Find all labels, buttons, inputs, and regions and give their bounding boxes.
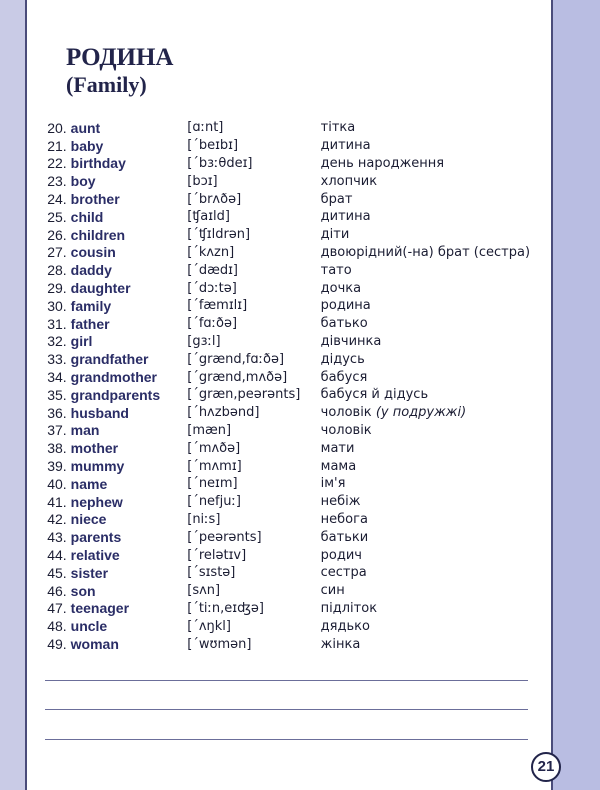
translation-cell: [321, 459, 538, 474]
entry-number: 37.: [47, 422, 67, 439]
ukrainian-translation: дядько: [320, 618, 370, 634]
translation-cell: [321, 209, 538, 224]
vocab-row: [38, 386, 538, 404]
vocabulary-list: [38, 119, 538, 653]
transcription: [ˊbeɪbɪ]: [187, 138, 239, 154]
english-word: father: [70, 315, 110, 332]
ukrainian-translation: день народження: [320, 155, 445, 171]
translation-cell: [321, 316, 538, 331]
translation-cell: [321, 583, 538, 598]
vocab-row: [38, 208, 538, 226]
transcription: [ˊfɑːðə]: [187, 316, 238, 332]
translation-cell: [321, 494, 538, 509]
vocab-row: [38, 511, 538, 529]
entry-number: 43.: [47, 529, 67, 546]
writing-line: [45, 680, 528, 681]
ukrainian-translation: родина: [320, 298, 371, 314]
translation-cell: [321, 120, 538, 135]
transcription: [gɜːl]: [187, 333, 221, 349]
english-word: relative: [70, 547, 120, 564]
english-word: baby: [70, 137, 104, 154]
vocab-row: [38, 422, 538, 440]
entry-number: 28.: [47, 262, 67, 279]
ukrainian-translation: дочка: [320, 280, 362, 296]
english-word: niece: [70, 511, 107, 528]
ukrainian-translation: тітка: [320, 120, 356, 136]
transcription: [ˊʧɪldrən]: [187, 227, 251, 243]
translation-cell: [321, 174, 538, 189]
vocab-row: [38, 582, 538, 600]
transcription: [ˊgrænd,mʌðə]: [187, 369, 288, 385]
ukrainian-translation: підліток: [320, 600, 378, 616]
english-word: brother: [70, 191, 120, 208]
transcription: [ˊmʌðə]: [187, 440, 241, 456]
vocab-row: [38, 617, 538, 635]
entry-number: 24.: [47, 191, 67, 208]
ukrainian-translation: ім'я: [320, 476, 346, 492]
vocab-row: [38, 155, 538, 173]
vocab-row: [38, 457, 538, 475]
entry-number: 33.: [47, 351, 67, 368]
entry-number: 38.: [47, 440, 67, 457]
ukrainian-translation: мати: [320, 440, 355, 456]
transcription: [ˊneɪm]: [187, 476, 238, 492]
ukrainian-translation: небіж: [320, 494, 361, 510]
english-word: name: [70, 475, 108, 492]
ukrainian-translation: чоловік: [320, 405, 372, 421]
translation-cell: [321, 227, 538, 242]
ukrainian-translation: тато: [320, 262, 352, 278]
entry-number: 49.: [47, 636, 67, 652]
vocab-row: [38, 190, 538, 208]
transcription: [ˊbɜːθdeɪ]: [187, 155, 253, 171]
vocab-row: [38, 600, 538, 618]
translation-cell: [321, 423, 538, 438]
entry-number: 29.: [47, 280, 67, 297]
translation-cell: [321, 192, 538, 207]
transcription: [mæn]: [187, 422, 232, 438]
entry-number: 34.: [47, 369, 67, 386]
ukrainian-translation: небога: [320, 511, 368, 527]
english-word: parents: [70, 529, 122, 546]
english-word: children: [70, 226, 126, 243]
transcription: [ˊwʊmən]: [187, 636, 252, 652]
vocab-row: [38, 244, 538, 262]
english-word: daddy: [70, 262, 112, 279]
entry-number: 20.: [47, 119, 67, 136]
ukrainian-translation: бабуся й дідусь: [320, 387, 429, 403]
vocab-row: [38, 279, 538, 297]
translation-cell: [321, 530, 538, 545]
translation-cell: [321, 387, 538, 402]
translation-cell: [321, 441, 538, 456]
transcription: [ˊtiːn,eɪʤə]: [187, 600, 264, 616]
ukrainian-translation: дитина: [320, 138, 371, 154]
english-word: daughter: [70, 280, 131, 297]
ukrainian-translation: син: [320, 583, 345, 599]
vocab-row: [38, 297, 538, 315]
entry-number: 40.: [47, 475, 67, 492]
writing-line: [45, 739, 528, 740]
vocab-row: [38, 528, 538, 546]
vocab-row: [38, 368, 538, 386]
entry-number: 25.: [47, 208, 67, 225]
translation-cell: [321, 263, 538, 278]
translation-cell: [321, 334, 538, 349]
vocab-row: [38, 635, 538, 653]
translation-cell: [321, 637, 538, 652]
page-subtitle: (Family): [66, 72, 147, 97]
translation-cell: [321, 352, 538, 367]
translation-cell: [321, 476, 538, 491]
ukrainian-translation: сестра: [320, 565, 367, 581]
entry-number: 45.: [47, 564, 67, 581]
english-word: woman: [70, 636, 119, 652]
entry-number: 23.: [47, 173, 67, 190]
ukrainian-translation: батьки: [320, 529, 369, 545]
english-word: family: [70, 297, 112, 314]
entry-number: 47.: [47, 600, 67, 617]
vocab-row: [38, 493, 538, 511]
translation-cell: [321, 548, 538, 563]
vocab-row: [38, 439, 538, 457]
translation-cell: [321, 156, 538, 171]
english-word: husband: [70, 404, 129, 421]
transcription: [ʧaɪld]: [187, 209, 230, 225]
ukrainian-translation: двоюрідний(-на) брат (сестра): [320, 244, 531, 260]
english-word: mummy: [70, 458, 125, 475]
ukrainian-translation: жінка: [320, 636, 361, 652]
page-number-badge: 21: [531, 752, 561, 782]
ukrainian-translation: хлопчик: [320, 173, 378, 189]
entry-number: 32.: [47, 333, 67, 350]
ukrainian-translation: мама: [320, 458, 357, 474]
entry-number: 35.: [47, 386, 67, 403]
ukrainian-translation: діти: [320, 227, 350, 243]
translation-cell: [321, 512, 538, 527]
vocab-row: [38, 350, 538, 368]
translation-note: (у подружжі): [375, 405, 467, 421]
transcription: [ˊgrænd,fɑːðə]: [187, 351, 285, 367]
vocab-row: [38, 404, 538, 422]
translation-cell: [321, 138, 538, 153]
transcription: [ˊnefjuː]: [187, 494, 241, 510]
entry-number: 30.: [47, 297, 67, 314]
transcription: [ˊʌŋkl]: [187, 618, 231, 634]
english-word: uncle: [70, 618, 108, 635]
english-word: mother: [70, 440, 119, 457]
entry-number: 31.: [47, 315, 67, 332]
entry-number: 26.: [47, 226, 67, 243]
ukrainian-translation: родич: [320, 547, 362, 563]
entry-number: 42.: [47, 511, 67, 528]
ukrainian-translation: дівчинка: [320, 333, 382, 349]
transcription: [ˊsɪstə]: [187, 565, 236, 581]
page-title: РОДИНА: [66, 44, 174, 71]
transcription: [ˊdɔːtə]: [187, 280, 237, 296]
translation-cell: [321, 565, 538, 580]
english-word: son: [70, 582, 96, 599]
ukrainian-translation: дідусь: [320, 351, 365, 367]
ukrainian-translation: дитина: [320, 209, 371, 225]
entry-number: 22.: [47, 155, 67, 172]
ukrainian-translation: брат: [320, 191, 353, 207]
english-word: grandmother: [70, 369, 157, 386]
translation-cell: [321, 405, 538, 420]
entry-number: 39.: [47, 458, 67, 475]
translation-cell: [321, 619, 538, 634]
entry-number: 44.: [47, 547, 67, 564]
entry-number: 46.: [47, 582, 67, 599]
translation-cell: [321, 298, 538, 313]
vocab-row: [38, 564, 538, 582]
vocab-row: [38, 226, 538, 244]
transcription: [ɑːnt]: [187, 120, 224, 136]
transcription: [bɔɪ]: [187, 173, 218, 189]
entry-number: 27.: [47, 244, 67, 261]
ukrainian-translation: бабуся: [320, 369, 368, 385]
english-word: teenager: [70, 600, 130, 617]
transcription: [ˊfæmɪlɪ]: [187, 298, 248, 314]
transcription: [ˊrelətɪv]: [187, 547, 247, 563]
writing-line: [45, 709, 528, 710]
english-word: boy: [70, 173, 96, 190]
entry-number: 48.: [47, 618, 67, 635]
translation-cell: [321, 601, 538, 616]
english-word: child: [70, 208, 104, 225]
entry-number: 41.: [47, 493, 67, 510]
translation-cell: [321, 245, 538, 260]
english-word: man: [70, 422, 100, 439]
translation-cell: [321, 370, 538, 385]
transcription: [ˊkʌzn]: [187, 244, 235, 260]
margin-band: [553, 0, 600, 790]
transcription: [sʌn]: [187, 583, 221, 599]
translation-cell: [321, 281, 538, 296]
vocab-row: [38, 137, 538, 155]
vocab-row: [38, 315, 538, 333]
transcription: [ˊgræn,peərənts]: [187, 387, 301, 403]
entry-number: 36.: [47, 404, 67, 421]
transcription: [ˊbrʌðə]: [187, 191, 242, 207]
english-word: grandparents: [70, 386, 161, 403]
ukrainian-translation: батько: [320, 316, 368, 332]
english-word: grandfather: [70, 351, 149, 368]
english-word: girl: [70, 333, 93, 350]
english-word: nephew: [70, 493, 123, 510]
vocab-row: [38, 172, 538, 190]
vocab-row: [38, 261, 538, 279]
ukrainian-translation: чоловік: [320, 422, 372, 438]
vocab-row: [38, 119, 538, 137]
vocab-row: [38, 546, 538, 564]
english-word: birthday: [70, 155, 126, 172]
vocab-row: [38, 475, 538, 493]
transcription: [ˊmʌmɪ]: [187, 458, 242, 474]
transcription: [ˊhʌzbənd]: [187, 405, 260, 421]
entry-number: 21.: [47, 137, 67, 154]
transcription: [ˊpeərənts]: [187, 529, 262, 545]
transcription: [ˊdædɪ]: [187, 262, 238, 278]
transcription: [niːs]: [187, 511, 221, 527]
english-word: aunt: [70, 119, 101, 136]
vocab-row: [38, 333, 538, 351]
english-word: cousin: [70, 244, 116, 261]
english-word: sister: [70, 564, 109, 581]
